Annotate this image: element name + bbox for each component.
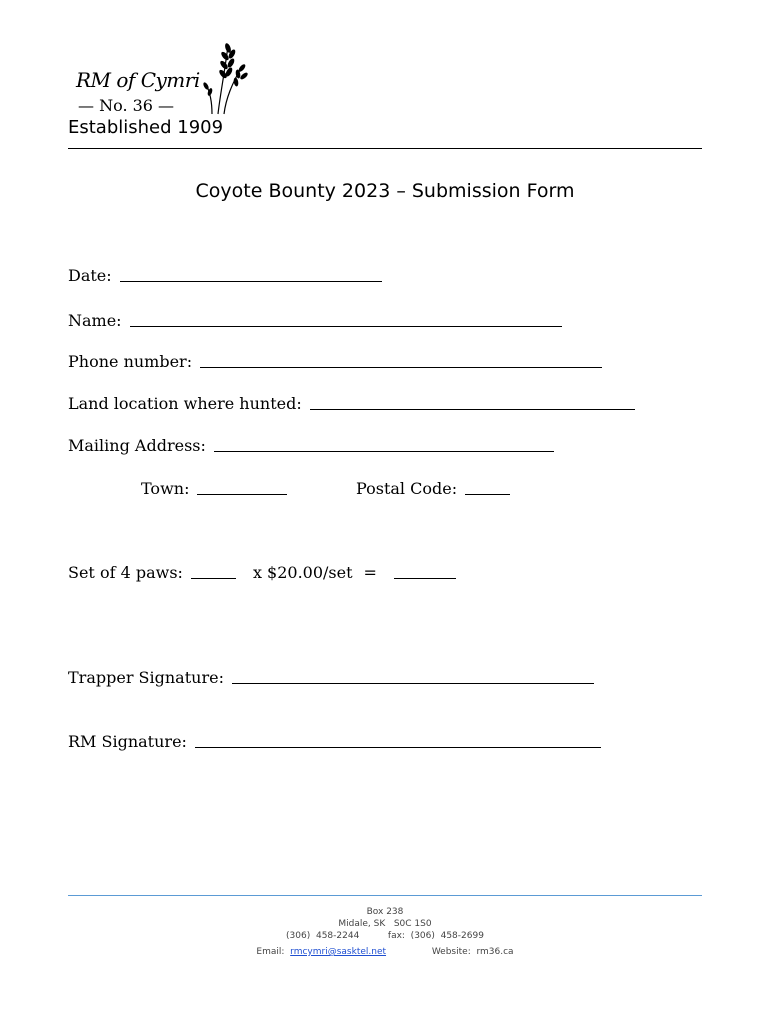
name-label: Name: [68, 311, 122, 330]
town-label: Town: [141, 479, 190, 498]
paws-field[interactable] [68, 563, 456, 582]
equals-sign: = [363, 563, 377, 582]
established-text: Established 1909 [68, 117, 224, 138]
date-field[interactable] [68, 266, 382, 285]
trapper-signature-blank[interactable] [232, 682, 594, 684]
logo-number: — No. 36 — [78, 96, 175, 115]
website-label: Website: [431, 947, 471, 957]
paws-label: Set of 4 paws: [68, 563, 183, 582]
postal-code-field[interactable] [356, 479, 510, 498]
email-label: Email: [256, 947, 285, 957]
website-text: rm36.ca [476, 947, 514, 957]
paws-blank[interactable] [191, 577, 236, 579]
header-divider [68, 148, 702, 149]
land-location-field[interactable] [68, 394, 635, 413]
total-blank[interactable] [394, 577, 456, 579]
mailing-address-field[interactable] [68, 436, 554, 455]
footer-contact [0, 947, 770, 957]
footer-fax: fax: (306) 458-2699 [387, 931, 484, 941]
rm-logo [70, 36, 250, 116]
phone-blank[interactable] [200, 366, 602, 368]
name-field[interactable] [68, 311, 562, 330]
logo-name: RM of Cymri [76, 68, 200, 92]
land-location-label: Land location where hunted: [68, 394, 302, 413]
rm-signature-label: RM Signature: [68, 732, 187, 751]
footer-divider [68, 895, 702, 896]
footer-phone: (306) 458-2244 [286, 931, 360, 941]
date-label: Date: [68, 266, 112, 285]
trapper-signature-label: Trapper Signature: [68, 668, 224, 687]
rate-label: x $20.00/set [252, 563, 353, 582]
date-blank[interactable] [120, 280, 382, 282]
town-field[interactable] [141, 479, 287, 498]
town-blank[interactable] [197, 493, 287, 495]
postal-code-label: Postal Code: [356, 479, 458, 498]
footer-city: Midale, SK S0C 1S0 [338, 919, 432, 929]
postal-code-blank[interactable] [465, 493, 510, 495]
wheat-icon [198, 36, 250, 116]
mailing-address-label: Mailing Address: [68, 436, 206, 455]
mailing-address-blank[interactable] [214, 450, 554, 452]
rm-signature-field[interactable] [68, 732, 601, 751]
rm-signature-blank[interactable] [195, 746, 601, 748]
trapper-signature-field[interactable] [68, 668, 594, 687]
footer-phone-fax [0, 931, 770, 941]
phone-field[interactable] [68, 352, 602, 371]
footer-box: Box 238 [366, 907, 404, 917]
email-link[interactable]: rmcymri@sasktel.net [290, 947, 387, 957]
page-title: Coyote Bounty 2023 – Submission Form [195, 180, 575, 202]
land-location-blank[interactable] [310, 408, 635, 410]
phone-label: Phone number: [68, 352, 193, 371]
name-blank[interactable] [130, 325, 562, 327]
